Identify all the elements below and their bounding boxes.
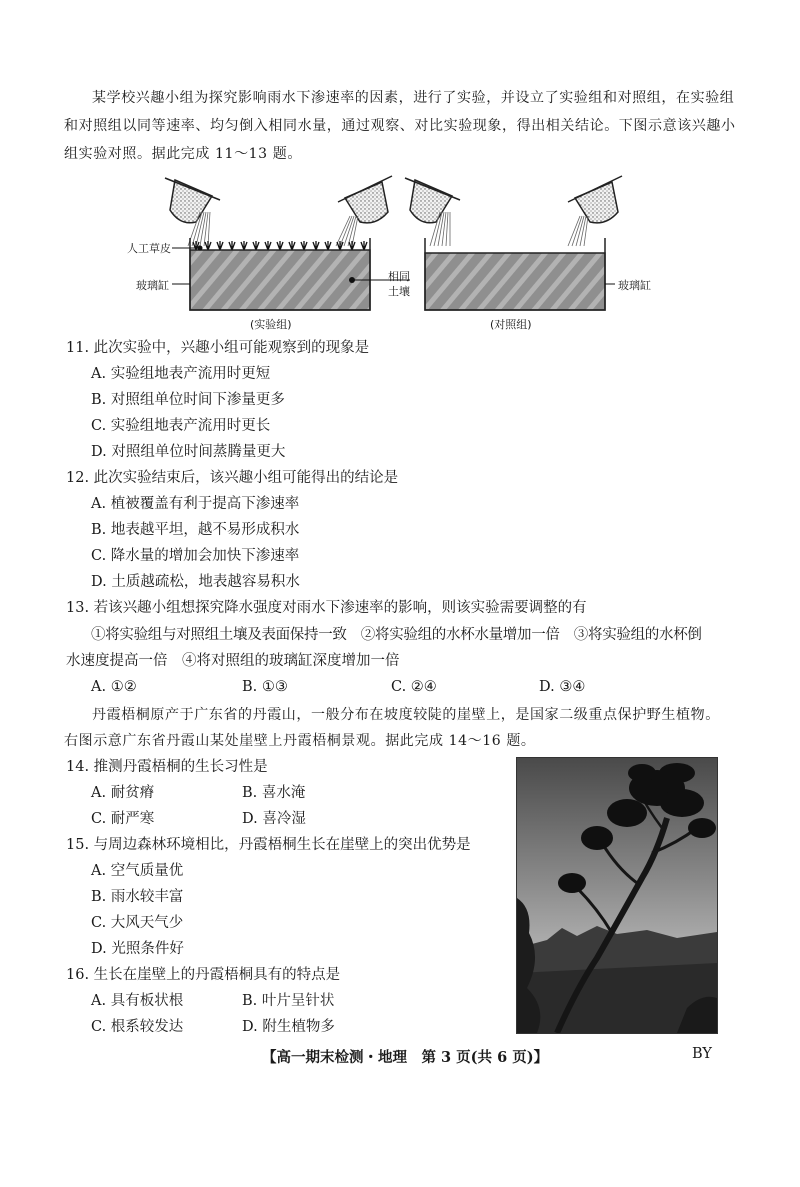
left-glass-tank [190, 250, 370, 310]
q12-option-a: A. 植被覆盖有利于提高下渗速率 [91, 496, 300, 512]
q11-option-d: D. 对照组单位时间蒸腾量更大 [91, 444, 286, 460]
q13-option-d: D. ③④ [539, 679, 586, 695]
q15-option-d: D. 光照条件好 [91, 941, 184, 957]
q11-option-a: A. 实验组地表产流用时更短 [91, 366, 271, 382]
experiment-diagram [120, 168, 680, 338]
q15-stem: 15. 与周边森林环境相比，丹霞梧桐生长在崖壁上的突出优势是 [66, 837, 471, 853]
q15-option-a: A. 空气质量优 [91, 863, 184, 879]
q14-option-c: C. 耐严寒 [91, 811, 155, 827]
q13-statements-line-1: ①将实验组与对照组土壤及表面保持一致 ②将实验组的水杯水量增加一倍 ③将实验组的水杯倒 [91, 627, 702, 643]
label-glass-tank-left: 玻璃缸 [136, 279, 169, 292]
control-group-setup [405, 176, 622, 310]
label-same-soil-1: 相同 [388, 270, 410, 283]
q13-option-a: A. ①② [91, 679, 137, 695]
q13-stem: 13. 若该兴趣小组想探究降水强度对雨水下渗速率的影响，则该实验需要调整的有 [66, 600, 587, 616]
q14-stem: 14. 推测丹霞梧桐的生长习性是 [66, 759, 268, 775]
q16-option-d: D. 附生植物多 [242, 1019, 335, 1035]
q12-option-b: B. 地表越平坦，越不易形成积水 [91, 522, 300, 538]
caption-control-group: (对照组) [490, 318, 532, 331]
footer-page-info: 【高一期末检测・地理 第 3 页(共 6 页)】 [262, 1049, 549, 1066]
q14-option-a: A. 耐贫瘠 [91, 785, 155, 801]
right-rain-streams [336, 216, 358, 246]
right-glass-tank [425, 253, 605, 310]
q13-option-b: B. ①③ [242, 679, 288, 695]
q16-option-b: B. 叶片呈针状 [242, 993, 335, 1009]
q16-stem: 16. 生长在崖壁上的丹霞梧桐具有的特点是 [66, 967, 341, 983]
intro-1-line-3: 组实验对照。据此完成 11～13 题。 [64, 146, 302, 162]
control-right-rain-streams [568, 216, 588, 246]
q13-option-c: C. ②④ [391, 679, 437, 695]
q14-option-d: D. 喜冷湿 [242, 811, 306, 827]
intro-2-line-1: 丹霞梧桐原产于广东省的丹霞山，一般分布在坡度较陡的崖壁上，是国家二级重点保护野生植物。 [92, 707, 720, 723]
q12-option-c: C. 降水量的增加会加快下渗速率 [91, 548, 300, 564]
q11-stem: 11. 此次实验中，兴趣小组可能观察到的现象是 [66, 340, 370, 356]
label-artificial-grass: 人工草皮 [127, 242, 171, 255]
q15-option-b: B. 雨水较丰富 [91, 889, 184, 905]
danxia-wutong-photo [516, 757, 718, 1034]
experimental-group-setup [165, 176, 410, 310]
q12-option-d: D. 土质越疏松，地表越容易积水 [91, 574, 300, 590]
q14-option-b: B. 喜水淹 [242, 785, 306, 801]
label-same-soil-2: 土壤 [388, 285, 410, 298]
q12-stem: 12. 此次实验结束后，该兴趣小组可能得出的结论是 [66, 470, 399, 486]
intro-2-line-2: 右图示意广东省丹霞山某处崖壁上丹霞梧桐景观。据此完成 14～16 题。 [64, 733, 536, 749]
q11-option-c: C. 实验组地表产流用时更长 [91, 418, 271, 434]
q13-statements-line-2: 水速度提高一倍 ④将对照组的玻璃缸深度增加一倍 [66, 653, 400, 669]
left-water-cup-icon [165, 178, 220, 223]
intro-1-line-2: 和对照组以同等速率、均匀倒入相同水量，通过观察、对比实验现象，得出相关结论。下图示意该兴趣小 [64, 118, 736, 134]
q16-option-c: C. 根系较发达 [91, 1019, 184, 1035]
right-water-cup-icon [338, 176, 392, 223]
q15-option-c: C. 大风天气少 [91, 915, 184, 931]
label-glass-tank-right: 玻璃缸 [618, 279, 651, 292]
caption-experimental-group: (实验组) [250, 318, 292, 331]
artificial-grass-icon [193, 241, 367, 250]
control-left-cup-icon [405, 178, 460, 223]
q11-option-b: B. 对照组单位时间下渗量更多 [91, 392, 285, 408]
intro-1-line-1: 某学校兴趣小组为探究影响雨水下渗速率的因素，进行了实验，并设立了实验组和对照组，在实验组 [92, 90, 735, 106]
footer-code: BY [692, 1046, 712, 1062]
control-right-cup-icon [568, 176, 622, 223]
q16-option-a: A. 具有板状根 [91, 993, 184, 1009]
